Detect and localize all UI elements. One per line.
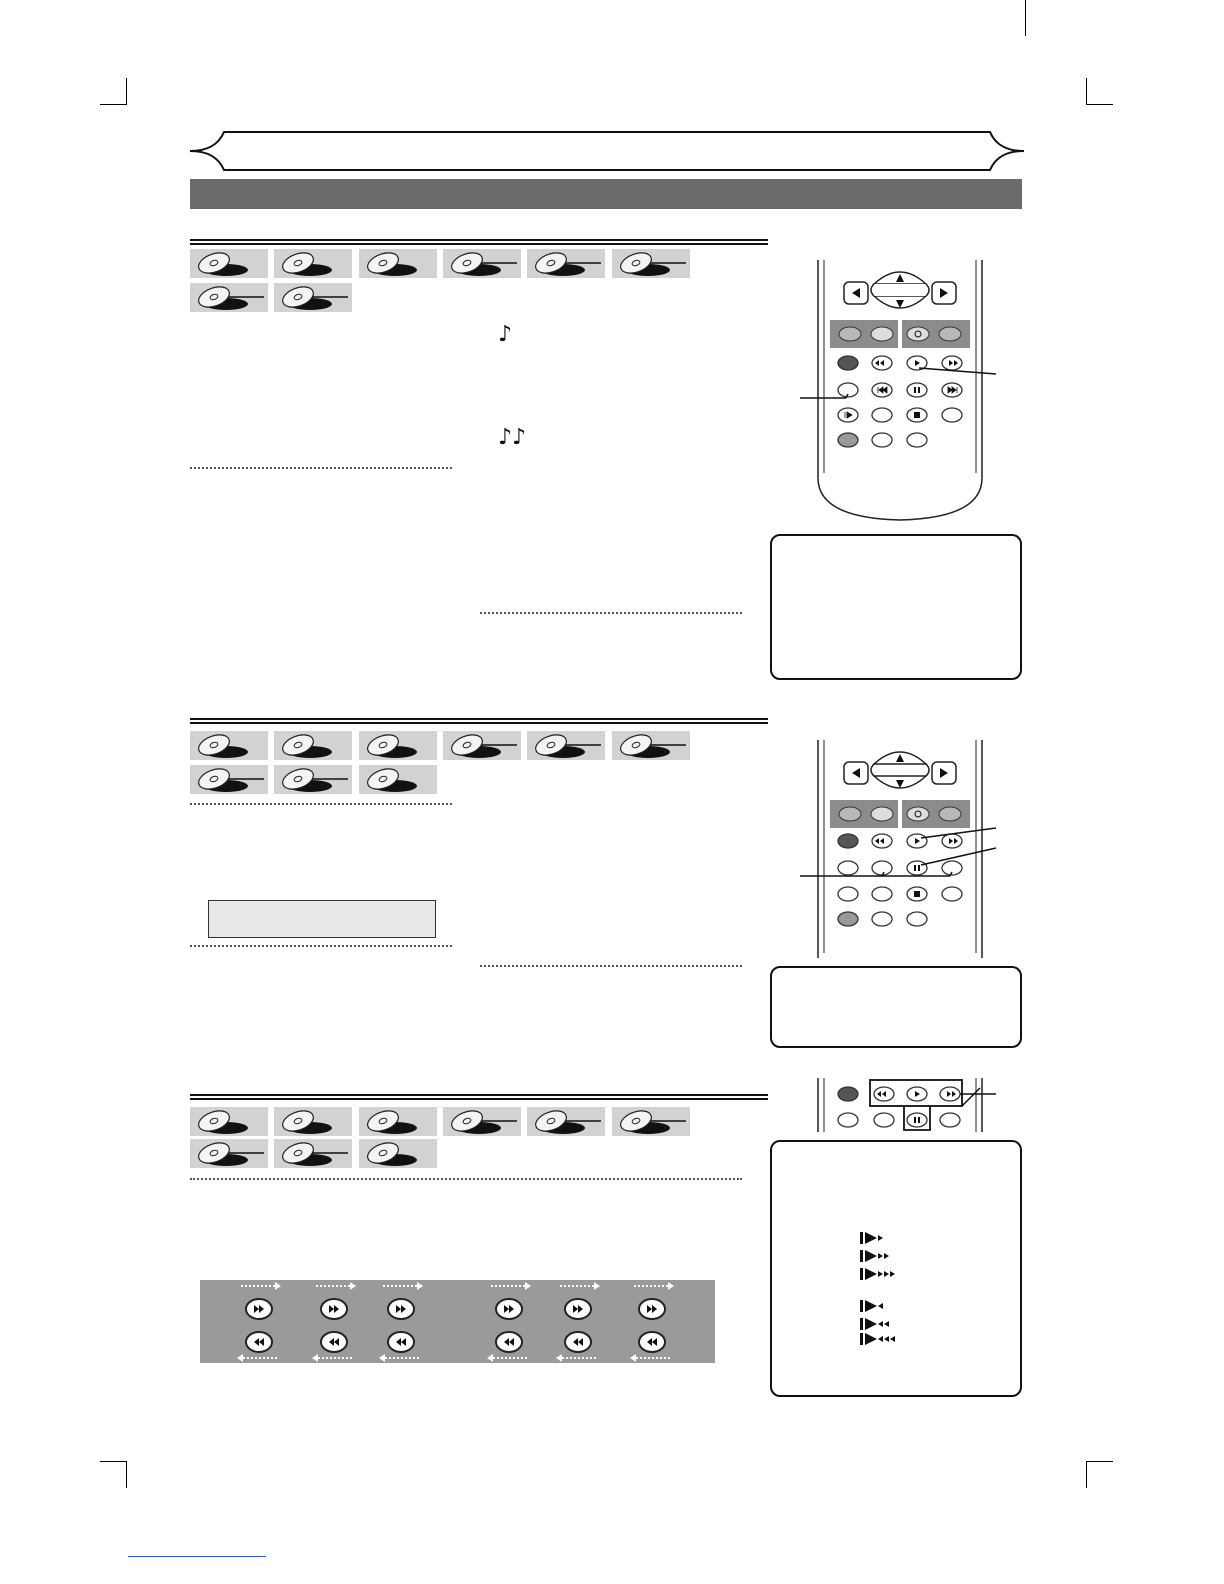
disc-type-icon <box>527 731 605 760</box>
disc-type-icon <box>359 1107 437 1136</box>
pause-icon <box>907 1113 927 1127</box>
skip-forward-icon <box>940 1113 960 1127</box>
info-box <box>770 534 1022 680</box>
skip-back-icon <box>874 1113 894 1127</box>
disc-type-icon <box>190 765 268 794</box>
disc-type-icon <box>190 1107 268 1136</box>
dotted-divider <box>190 945 452 947</box>
direction-arrow-head <box>417 1282 423 1290</box>
disc-type-icon <box>274 283 352 312</box>
crop-mark <box>126 1461 127 1488</box>
left-arrow-icon[interactable] <box>844 282 868 304</box>
direction-arrow-head <box>630 1354 636 1362</box>
footer-link-line <box>128 1556 266 1557</box>
section-rule <box>190 239 768 245</box>
disc-type-icon <box>443 249 521 278</box>
disc-type-icon <box>190 249 268 278</box>
direction-arrow-head <box>312 1354 318 1362</box>
disc-type-icon <box>612 249 690 278</box>
remote-control <box>800 258 1000 523</box>
dotted-divider <box>480 612 742 614</box>
direction-arrow-head <box>525 1282 531 1290</box>
dotted-divider <box>480 965 742 967</box>
slow-motion-icons <box>860 1230 920 1346</box>
info-box <box>770 966 1022 1048</box>
section-rule <box>190 718 768 724</box>
crop-mark <box>1086 78 1087 105</box>
right-arrow-icon[interactable] <box>932 282 956 304</box>
pause-icon <box>907 861 927 875</box>
disc-type-icon <box>274 249 352 278</box>
disc-type-icon <box>359 1139 437 1168</box>
section-rule <box>190 1094 768 1100</box>
disc-type-icon <box>190 1139 268 1168</box>
disc-type-icon <box>359 249 437 278</box>
info-box <box>770 1140 1022 1397</box>
direction-arrow-head <box>379 1354 385 1362</box>
crop-mark <box>1086 104 1113 105</box>
left-arrow-icon[interactable] <box>844 762 868 784</box>
pause-message-box <box>208 900 436 938</box>
crop-mark <box>100 104 127 105</box>
double-note-icon: ♪♪ <box>498 425 527 450</box>
slow-reverse-icon <box>860 1300 895 1345</box>
disc-type-icon <box>443 731 521 760</box>
direction-arrow-head <box>487 1354 493 1362</box>
disc-type-icon <box>612 1107 690 1136</box>
disc-type-icon <box>612 731 690 760</box>
section-bar <box>190 179 1022 209</box>
disc-type-icon <box>527 249 605 278</box>
disc-type-icon <box>359 731 437 760</box>
disc-type-icon <box>527 1107 605 1136</box>
direction-arrow-head <box>594 1282 600 1290</box>
remote-control-detail <box>800 1076 1000 1134</box>
skip-back-icon <box>872 861 892 875</box>
direction-arrow-head <box>668 1282 674 1290</box>
slow-forward-icon <box>860 1232 895 1280</box>
disc-type-icon <box>274 1139 352 1168</box>
disc-type-icon <box>190 731 268 760</box>
right-arrow-icon[interactable] <box>932 762 956 784</box>
crop-mark <box>1086 1461 1087 1488</box>
disc-type-icon <box>274 1107 352 1136</box>
dotted-divider <box>190 467 452 469</box>
up-arrow-icon[interactable] <box>874 752 926 764</box>
disc-type-icon <box>359 765 437 794</box>
crop-mark <box>100 1461 127 1462</box>
disc-type-icon <box>274 731 352 760</box>
down-arrow-icon[interactable] <box>874 776 926 788</box>
direction-arrow-head <box>275 1282 281 1290</box>
registration-line <box>1025 0 1026 36</box>
speed-strip <box>200 1280 715 1363</box>
pause-icon <box>907 383 927 397</box>
direction-arrow-head <box>556 1354 562 1362</box>
direction-arrow-head <box>350 1282 356 1290</box>
crop-mark <box>126 78 127 105</box>
disc-type-icon <box>274 765 352 794</box>
remote-control <box>800 738 1000 960</box>
disc-type-icon <box>443 1107 521 1136</box>
disc-type-icon <box>190 283 268 312</box>
crop-mark <box>1086 1461 1113 1462</box>
dotted-divider <box>190 803 452 805</box>
dotted-divider <box>190 1178 742 1180</box>
single-note-icon: ♪ <box>498 322 513 347</box>
direction-arrow-head <box>237 1354 243 1362</box>
header-banner <box>186 128 1028 174</box>
